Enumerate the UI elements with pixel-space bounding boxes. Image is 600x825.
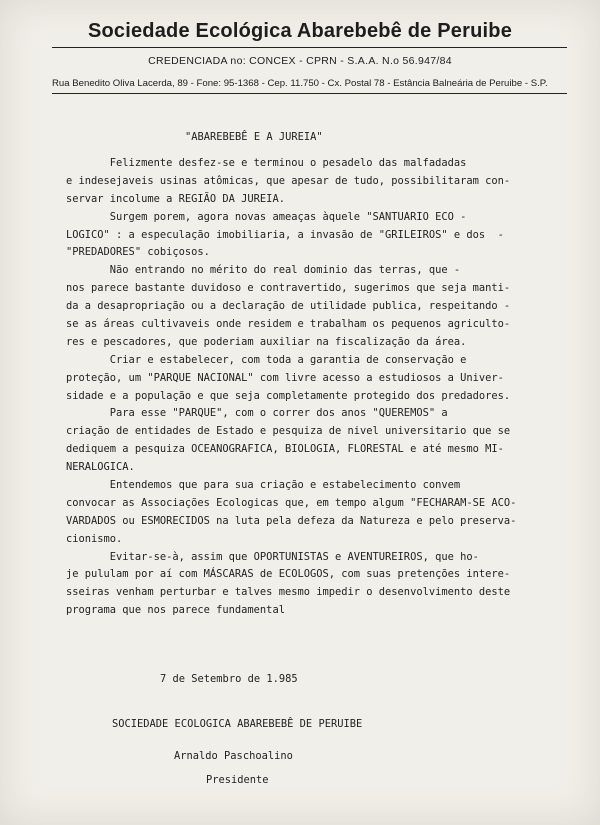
body-line: Criar e estabelecer, com toda a garantia de conservação e xyxy=(66,353,467,366)
signature-role: Presidente xyxy=(206,774,269,786)
body-line: "PREDADORES" cobiçosos. xyxy=(66,246,210,259)
signature-name: Arnaldo Paschoalino xyxy=(174,750,293,762)
body-line: Entendemos que para sua criação e estabelecimento convem xyxy=(66,479,461,492)
body-line: sseiras venham perturbar e talves mesmo impedir o desenvolvimento deste xyxy=(66,586,511,599)
body-line: se as áreas cultivaveis onde residem e trabalham os pequenos agriculto- xyxy=(66,318,511,331)
body-line: Não entrando no mérito do real dominio das terras, que - xyxy=(66,264,461,277)
letterhead-top-rule xyxy=(52,47,567,48)
body-line: NERALOGICA. xyxy=(66,461,135,474)
letter-date: 7 de Setembro de 1.985 xyxy=(160,673,298,685)
body-line: da a desapropriação ou a declaração de utilidade publica, respeitando - xyxy=(66,300,511,313)
body-line: criação de entidades de Estado e pesquiza de nivel universitario que se xyxy=(66,425,511,438)
letterhead-bottom-rule xyxy=(52,93,567,94)
body-line: convocar as Associações Ecologicas que, em tempo algum "FECHARAM-SE ACO- xyxy=(66,496,517,509)
body-line: proteção, um "PARQUE NACIONAL" com livre acesso a estudiosos a Univer- xyxy=(66,371,504,384)
letterhead-credentials: CREDENCIADA no: CONCEX - CPRN - S.A.A. N.o 56.947/84 xyxy=(148,55,452,67)
letterhead-address: Rua Benedito Oliva Lacerda, 89 - Fone: 95-1368 - Cep. 11.750 - Cx. Postal 78 - Estância Balneária de Peruibe - S.P. xyxy=(52,78,548,89)
body-line: Evitar-se-à, assim que OPORTUNISTAS e AVENTUREIROS, que ho- xyxy=(66,550,479,563)
letter-body xyxy=(66,157,581,622)
body-line: dediquem a pesquiza OCEANOGRAFICA, BIOLOGIA, FLORESTAL e até mesmo MI- xyxy=(66,443,504,456)
body-line: nos parece bastante duvidoso e contravertido, sugerimos que seja manti- xyxy=(66,282,511,295)
body-line: VARDADOS ou ESMORECIDOS na luta pela defeza da Natureza e pelo preserva- xyxy=(66,514,517,527)
signature-organization: SOCIEDADE ECOLOGICA ABAREBEBÊ DE PERUIBE xyxy=(112,718,363,730)
letter-title: "ABAREBEBÊ E A JUREIA" xyxy=(185,131,323,143)
body-line: Surgem porem, agora novas ameaças àquele "SANTUARIO ECO - xyxy=(66,210,467,223)
body-line: res e pescadores, que poderiam auxiliar na fiscalização da área. xyxy=(66,335,467,348)
body-line: servar incolume a REGIÃO DA JUREIA. xyxy=(66,192,285,205)
body-line: sidade e a população e que seja completamente protegido dos predadores. xyxy=(66,389,511,402)
body-line: LOGICO" : a especulação imobiliaria, a invasão de "GRILEIROS" e dos - xyxy=(66,228,504,241)
body-line: Felizmente desfez-se e terminou o pesadelo das malfadadas xyxy=(66,157,467,169)
body-line: cionismo. xyxy=(66,532,123,545)
body-line: Para esse "PARQUE", com o correr dos anos "QUEREMOS" a xyxy=(66,407,448,420)
body-line: je pululam por aí com MÁSCARAS de ECOLOGOS, com suas pretenções intere- xyxy=(66,568,511,581)
letterhead-org-name: Sociedade Ecológica Abarebebê de Peruibe xyxy=(87,20,513,42)
body-line: programa que nos parece fundamental xyxy=(66,604,285,617)
body-line: e indesejaveis usinas atômicas, que apesar de tudo, possibilitaram con- xyxy=(66,174,511,187)
